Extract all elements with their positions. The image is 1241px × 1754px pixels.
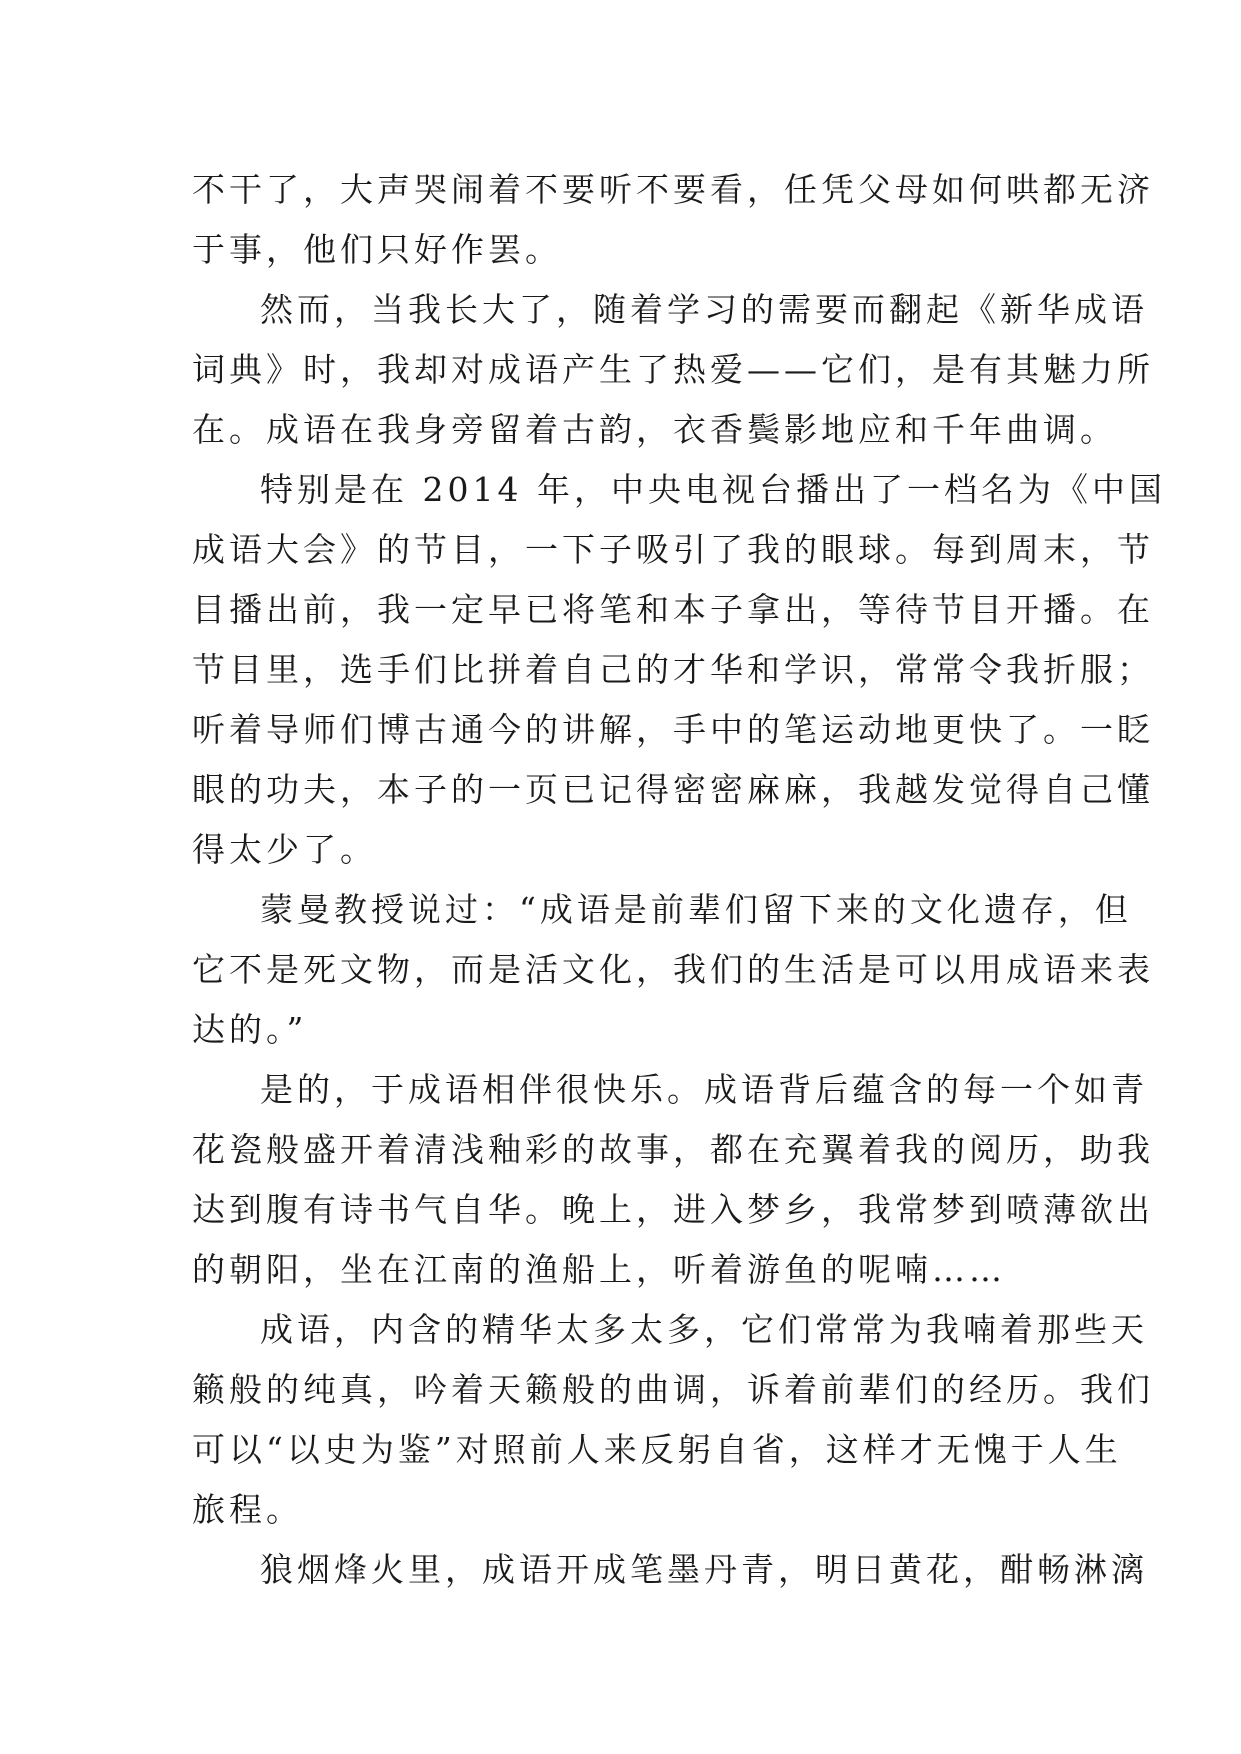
text-line: 得太少了。 [192,830,377,869]
text-line: 它不是死文物，而是活文化，我们的生活是可以用成语来表 [192,950,1154,989]
text-line: 旅程。 [192,1490,303,1529]
text-line: 听着导师们博古通今的讲解，手中的笔运动地更快了。一眨 [192,710,1154,749]
body-text [192,160,1166,1600]
text-line: 然而，当我长大了，随着学习的需要而翻起《新华成语 [260,290,1148,329]
text-line: 眼的功夫，本子的一页已记得密密麻麻，我越发觉得自己懂 [192,770,1154,809]
text-line: 于事，他们只好作罢。 [192,230,562,269]
text-line: 蒙曼教授说过：“成语是前辈们留下来的文化遗存，但 [260,890,1132,929]
text-line: 特别是在 2014 年，中央电视台播出了一档名为《中国 [260,470,1166,509]
text-line: 达到腹有诗书气自华。晚上，进入梦乡，我常梦到喷薄欲出 [192,1190,1154,1229]
text-line: 在。成语在我身旁留着古韵，衣香鬓影地应和千年曲调。 [192,410,1117,449]
text-line: 花瓷般盛开着清浅釉彩的故事，都在充翼着我的阅历，助我 [192,1130,1154,1169]
text-line: 不干了，大声哭闹着不要听不要看，任凭父母如何哄都无济 [192,170,1154,209]
text-line: 成语，内含的精华太多太多，它们常常为我喃着那些天 [260,1310,1148,1349]
text-line: 是的，于成语相伴很快乐。成语背后蕴含的每一个如青 [260,1070,1148,1109]
text-line: 目播出前，我一定早已将笔和本子拿出，等待节目开播。在 [192,590,1154,629]
text-line: 词典》时，我却对成语产生了热爱——它们，是有其魅力所 [192,350,1154,389]
text-line: 成语大会》的节目，一下子吸引了我的眼球。每到周末，节 [192,530,1154,569]
text-line: 可以“以史为鉴”对照前人来反躬自省，这样才无愧于人生 [192,1430,1122,1469]
text-line: 狼烟烽火里，成语开成笔墨丹青，明日黄花，酣畅淋漓 [260,1550,1148,1589]
text-line: 籁般的纯真，吟着天籁般的曲调，诉着前辈们的经历。我们 [192,1370,1154,1409]
text-line: 达的。” [192,1010,308,1049]
text-line: 的朝阳，坐在江南的渔船上，听着游鱼的呢喃…… [192,1250,1006,1289]
text-line: 节目里，选手们比拼着自己的才华和学识，常常令我折服； [192,650,1154,689]
